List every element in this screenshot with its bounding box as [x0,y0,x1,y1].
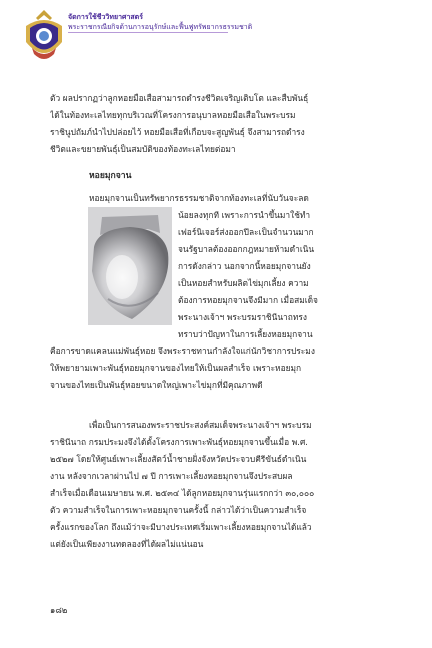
text-line: ได้ในท้องทะเลไทยทุกบริเวณที่โครงการอนุบาลหอยมือเสือในพระบรม [50,110,296,120]
text-line: เฟอร์นิเจอร์ส่งออกปีละเป็นจำนวนมาก [178,227,314,237]
page-number: ๑๘๒ [50,605,68,615]
section-first-line [89,190,395,207]
text-line: ราชินูปถัมภ์นำไปปล่อยไว้ หอยมือเสือที่เกือบจะสูญพันธุ์ จึงสามารถดำรง [50,127,305,137]
text-line: น้อยลงทุกที เพราะการนำขึ้นมาใช้ทำ [178,210,311,220]
text-line: เพื่อเป็นการสนองพระราชประสงค์สมเด็จพระนางเจ้าฯ พระบรม [89,420,312,430]
text-line: จานของไทยเป็นพันธุ์หอยขนาดใหญ่เพาะไข่มุกที่มีคุณภาพดี [50,380,263,390]
text-line: ทราบว่าปัญหาในการเลี้ยงหอยมุกจาน [178,329,313,339]
text-line: สำเร็จเมื่อเดือนเมษายน พ.ศ. ๒๕๓๔ ได้ลูกหอยมุกจานรุ่นแรกกว่า ๓๐,๐๐๐ [50,488,315,498]
text-line: พระนางเจ้าฯ พระบรมราชินีนาถทรง [178,312,307,322]
text-line: ชีวิตและขยายพันธุ์เป็นสมบัติของท้องทะเลไทยต่อมา [50,144,236,154]
royal-emblem-logo [22,8,66,68]
text-line: เป็นหอยสำหรับผลิตไข่มุกเลี้ยง ความ [178,278,309,288]
text-line: ราชินีนาถ กรมประมงจึงได้ตั้งโครงการเพาะพันธุ์หอยมุกจานขึ้นเมื่อ พ.ศ. [50,437,308,447]
section-heading: หอยมุกจาน [89,171,132,181]
section-wrapped-text [178,207,396,343]
section-continued-text [50,343,394,394]
text-line: การดังกล่าว นอกจากนี้หอยมุกจานยัง [178,261,311,271]
breeding-project-paragraph [50,417,394,553]
text-line: ตัว ผลปรากฏว่าลูกหอยมือเสือสามารถดำรงชีวิตเจริญเติบโต และสืบพันธุ์ [50,93,309,103]
header-subtitle: พระราชกรณียกิจด้านการอนุรักษ์และฟื้นฟูทรัพยากรธรรมชาติ [68,23,253,31]
text-line: คือการขาดแคลนแม่พันธุ์หอย จึงพระราชทานกำลังใจแก่นักวิชาการประมง [50,346,315,356]
text-line: จนรัฐบาลต้องออกกฎหมายห้ามดำเนิน [178,244,315,254]
text-line: ต้องการหอยมุกจานจึงมีมาก เมื่อสมเด็จ [178,295,318,305]
text-line: งาน หลังจากเวลาผ่านไป ๗ ปี การเพาะเลี้ยงหอยมุกจานจึงประสบผล [50,471,293,481]
text-line: ให้พยายามเพาะพันธุ์หอยมุกจานของไทยให้เป็นผลสำเร็จ เพราะหอยมุก [50,363,302,373]
pearl-oyster-photo [88,207,172,325]
text-line: ครั้งแรกของโลก ถึงแม้ว่าจะมีบางประเทศเริ่มเพาะเลี้ยงหอยมุกจานได้แล้ว [50,522,312,532]
header-title: จัดการใช้ชีววิทยาศาสตร์ [68,13,143,21]
text-line: ตัว ความสำเร็จในการเพาะหอยมุกจานครั้งนี้ กล่าวได้ว่าเป็นความสำเร็จ [50,505,307,515]
text-line: แต่ยังเป็นเพียงงานทดลองที่ได้ผลไม่แน่นอน [50,539,204,549]
text-line: หอยมุกจานเป็นทรัพยากรธรรมชาติจากท้องทะเลที่นับวันจะลด [89,193,309,203]
header-divider [68,32,228,33]
intro-paragraph [50,90,394,158]
text-line: ๒๕๒๗ โดยให้ศูนย์เพาะเลี้ยงสัตว์น้ำชายฝั่งจังหวัดประจวบคีรีขันธ์ดำเนิน [50,454,307,464]
